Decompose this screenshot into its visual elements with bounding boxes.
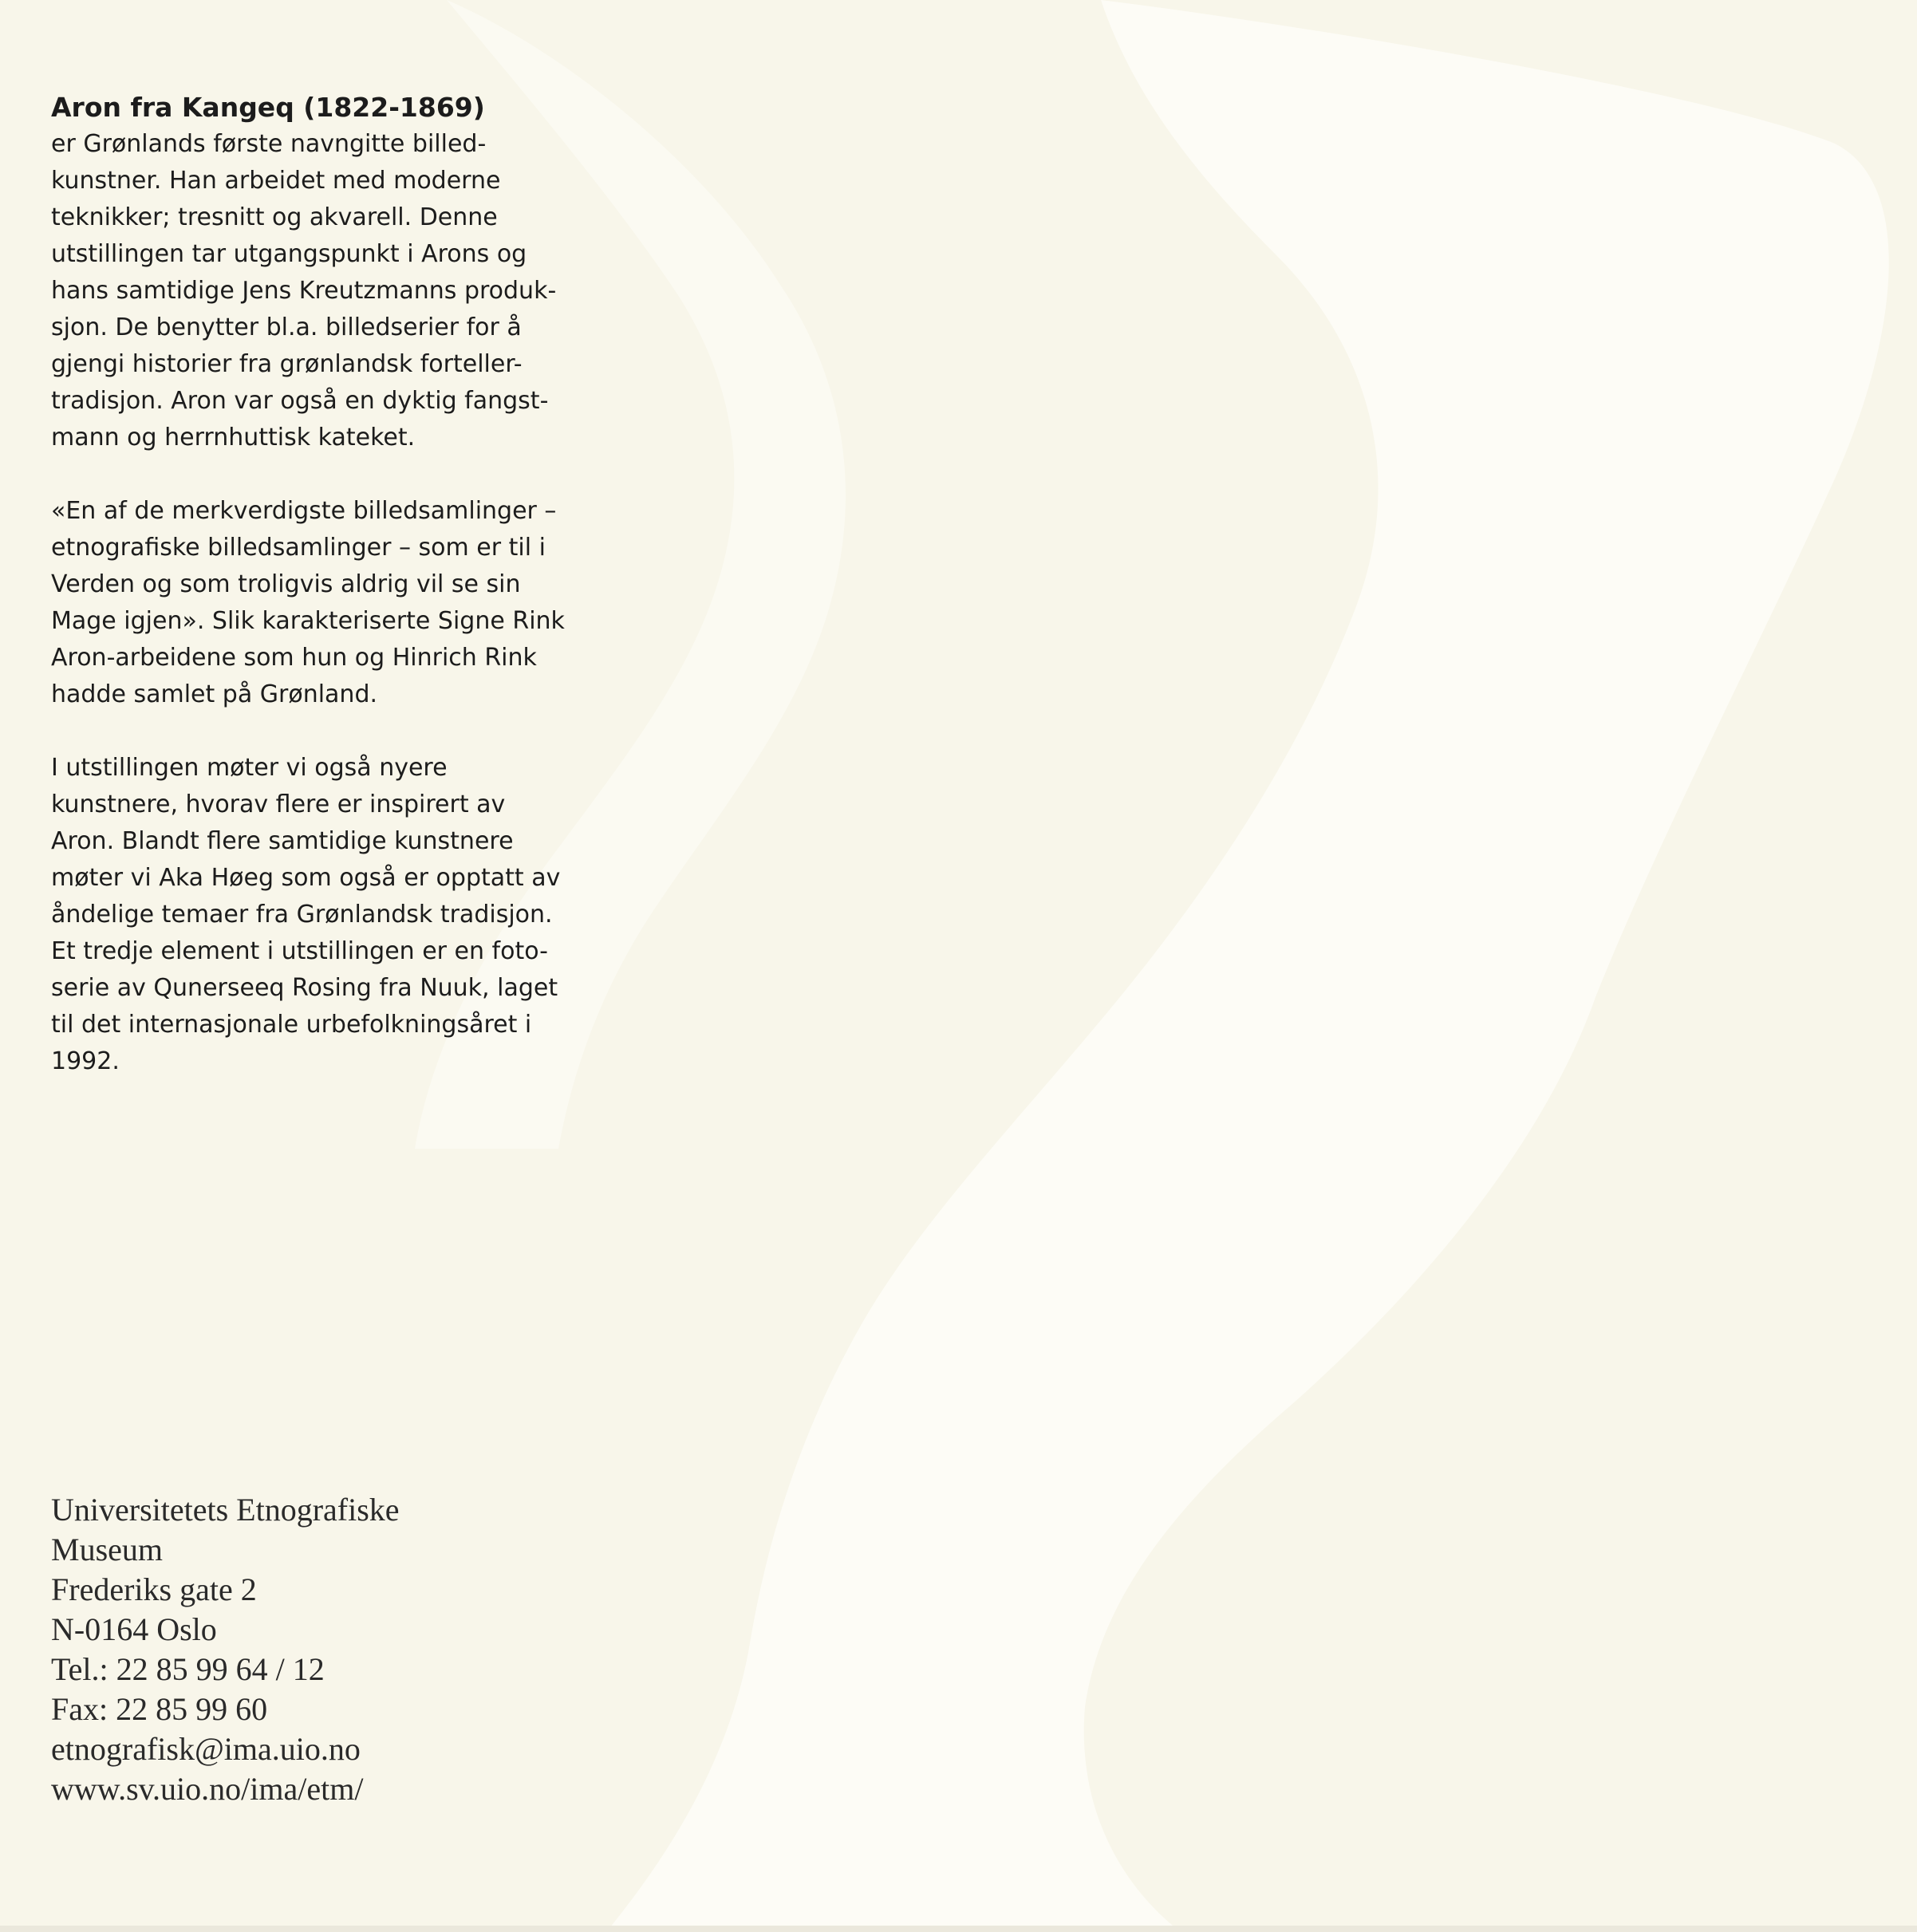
text-line: gjengi historier fra grønlandsk forteller- (51, 350, 523, 378)
text-line: Verden og som troligvis aldrig vil se sin (51, 570, 521, 598)
email-address: etnografisk@ima.uio.no (51, 1731, 361, 1767)
watermark-figure (606, 0, 1889, 1932)
text-line: Et tredje element i utstillingen er en foto- (51, 937, 548, 965)
text-line: Aron-arbeidene som hun og Hinrich Rink (51, 644, 537, 672)
text-line: hans samtidige Jens Kreutzmanns produk- (51, 277, 557, 305)
text-line: sjon. De benytter bl.a. billedserier for å (51, 313, 522, 341)
website-url: www.sv.uio.no/ima/etm/ (51, 1771, 364, 1807)
postal-address: N-0164 Oslo (51, 1611, 217, 1647)
bottom-edge (0, 1926, 1917, 1932)
text-line: er Grønlands første navngitte billed- (51, 130, 487, 158)
paragraph-spacer (51, 456, 578, 493)
text-line: Aron. Blandt flere samtidige kunstnere (51, 827, 514, 855)
text-line: hadde samlet på Grønland. (51, 680, 378, 708)
text-line: 1992. (51, 1047, 120, 1075)
text-line: Mage igjen». Slik karakteriserte Signe Rink (51, 607, 565, 635)
paragraph-1 (51, 126, 578, 456)
text-line: møter vi Aka Høeg som også er opptatt av (51, 864, 561, 892)
text-line: tradisjon. Aron var også en dyktig fangst- (51, 387, 549, 415)
paragraph-3 (51, 750, 578, 1080)
fax: Fax: 22 85 99 60 (51, 1691, 268, 1727)
museum-name-line-2: Museum (51, 1532, 163, 1567)
text-line: serie av Qunerseeq Rosing fra Nuuk, laget (51, 974, 558, 1002)
text-line: kunstnere, hvorav flere er inspirert av (51, 791, 506, 818)
telephone: Tel.: 22 85 99 64 / 12 (51, 1651, 325, 1687)
intro-text-column (51, 89, 578, 1080)
exhibition-heading: Aron fra Kangeq (1822-1869) (51, 92, 485, 123)
text-line: åndelige temaer fra Grønlandsk tradisjon. (51, 901, 553, 929)
text-line: I utstillingen møter vi også nyere (51, 754, 448, 782)
paragraph-2 (51, 493, 578, 713)
text-line: «En af de merkverdigste billedsamlinger – (51, 497, 557, 525)
text-line: kunstner. Han arbeidet med moderne (51, 167, 501, 195)
text-line: etnografiske billedsamlinger – som er til i (51, 534, 546, 562)
text-line: mann og herrnhuttisk kateket. (51, 424, 416, 451)
street-address: Frederiks gate 2 (51, 1571, 257, 1607)
museum-name-line-1: Universitetets Etnografiske (51, 1492, 400, 1528)
paragraph-spacer (51, 713, 578, 750)
text-line: utstillingen tar utgangspunkt i Arons og (51, 240, 527, 268)
museum-contact-block (51, 1490, 609, 1809)
text-line: til det internasjonale urbefolkningsåret i (51, 1011, 532, 1039)
text-line: teknikker; tresnitt og akvarell. Denne (51, 203, 498, 231)
